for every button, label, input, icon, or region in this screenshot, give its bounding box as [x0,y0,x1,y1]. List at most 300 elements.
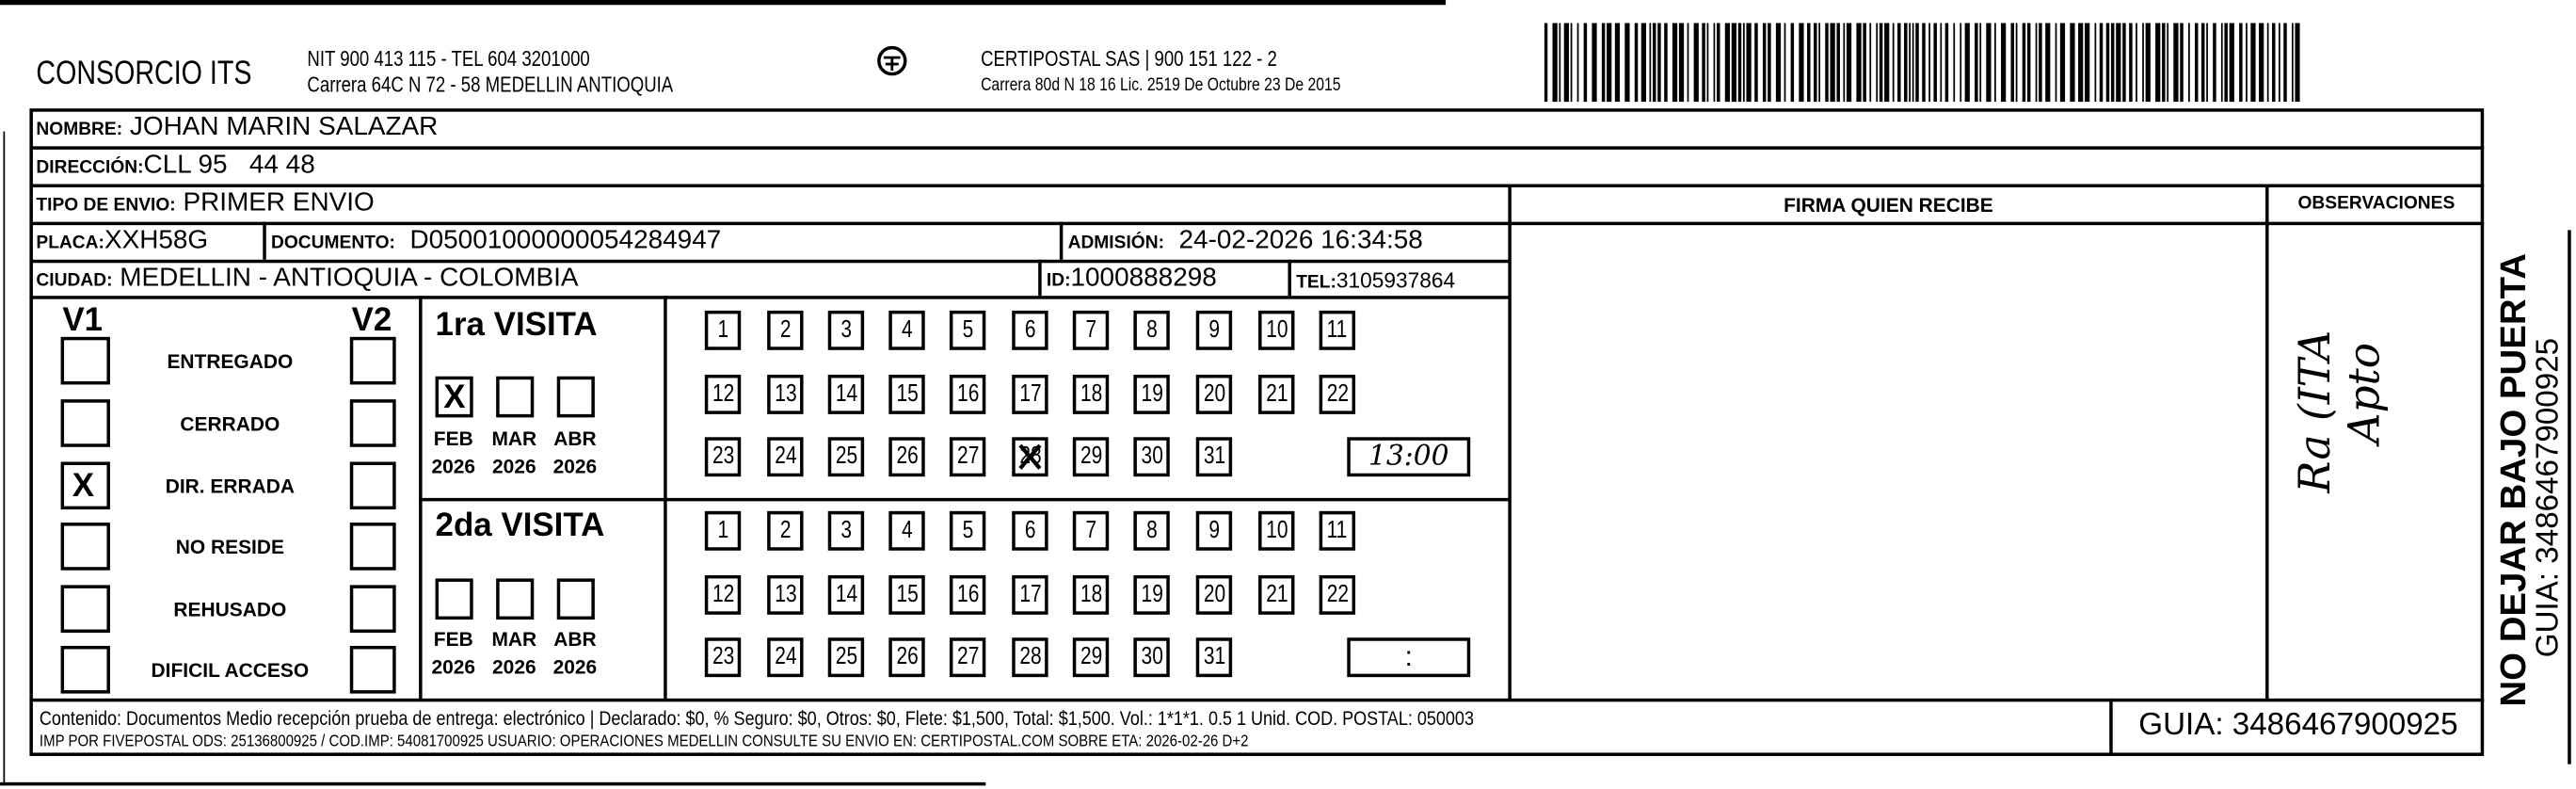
barcode-bar [2279,23,2280,102]
day-number: 28 [1018,442,1042,471]
tipo-envio-field [36,189,374,218]
barcode-bar [1791,23,1794,102]
divider [29,699,2484,701]
barcode-bar [1717,23,1720,102]
barcode-bar [1672,23,1677,102]
day-box-3[interactable] [828,511,864,551]
guia-number: GUIA: 3486467900925 [2138,708,2458,743]
x-mark-icon: X [443,379,466,416]
barcode-bar [1641,23,1646,102]
company-address: Carrera 64C N 72 - 58 MEDELLIN ANTIOQUIA [307,72,674,97]
day-number: 10 [1265,315,1288,344]
barcode-bar [1876,23,1878,102]
day-box-27[interactable] [950,437,985,476]
month-year: 2026 [492,655,536,679]
barcode-bar [1986,23,1991,102]
id-field [1047,265,1217,294]
handwritten-line: Apto [2341,342,2391,444]
tel-field [1296,266,1455,296]
day-box-17[interactable] [1012,374,1048,413]
barcode-bar [2129,23,2132,102]
v2-checkbox[interactable] [350,585,396,633]
day-number: 22 [1326,378,1349,408]
barcode-bar [2173,23,2178,102]
day-number: 4 [901,516,913,544]
day-number: 15 [895,579,919,607]
barcode-bar [1847,23,1851,102]
day-number: 8 [1145,516,1158,544]
v1-checkbox[interactable] [61,646,110,694]
day-box-16[interactable] [950,374,985,413]
divider [419,498,1510,501]
barcode-bar [2085,23,2089,102]
day-box-19[interactable] [1133,374,1169,413]
day-box-8[interactable] [1133,311,1169,350]
v2-label: V2 [351,302,392,339]
id-label: ID: [1046,271,1071,291]
divider [263,222,265,260]
tipo-envio-label: TIPO DE ENVIO: [36,195,176,216]
tel-value: 3105937864 [1336,267,1456,293]
v2-checkbox[interactable] [350,461,396,509]
day-box-8[interactable] [1133,511,1169,551]
barcode-bar [1664,23,1667,102]
day-number: 29 [1080,642,1102,671]
barcode-bar [1979,23,1981,102]
time-box[interactable] [1347,637,1470,677]
month-label [546,626,605,682]
day-number: 21 [1265,579,1288,607]
v2-checkbox[interactable] [350,523,396,571]
day-number: 9 [1208,516,1220,544]
day-number: 5 [962,516,973,544]
day-box-13[interactable] [767,574,803,614]
day-box-4[interactable] [888,311,924,350]
barcode-bar [1754,23,1757,102]
barcode-bar [2155,23,2160,102]
divider [2568,230,2570,764]
status-label-rehusado: REHUSADO [173,598,287,621]
scan-edge-top [0,0,1446,5]
month-name: MAR [491,427,537,451]
v1-label: V1 [62,302,104,339]
barcode-bar [2122,23,2125,102]
month-year: 2026 [431,455,476,478]
day-box-6[interactable] [1012,511,1048,551]
day-box-14[interactable] [828,374,864,413]
company-name: CONSORCIO ITS [36,56,252,92]
divider [1060,222,1063,260]
barcode-bar [2060,23,2065,102]
barcode-bar [1649,23,1651,102]
barcode-bar [2142,23,2144,102]
tel-label: TEL: [1296,272,1336,293]
barcode-bar [1552,23,1557,102]
day-box-12[interactable] [705,574,741,614]
barcode-bar [2295,23,2299,102]
barcode-bar [1615,23,1620,102]
barcode-bar [2180,23,2183,102]
day-number: 25 [835,642,857,671]
barcode-bar [1818,23,1820,102]
day-box-28[interactable] [1012,637,1048,677]
day-number: 3 [840,315,852,344]
day-number: 17 [1018,378,1042,408]
barcode-bar [1928,23,1930,102]
barcode-bar [2259,23,2264,102]
day-box-29[interactable] [1073,637,1109,677]
day-box-24[interactable] [767,437,803,476]
day-box-1[interactable] [705,511,741,551]
barcode-bar [1933,23,1936,102]
barcode-bar [1694,23,1699,102]
barcode-bar [2224,23,2227,102]
day-number: 2 [779,315,792,344]
day-number: 18 [1080,378,1102,408]
barcode-bar [2106,23,2109,102]
carrier-info [981,46,1419,99]
day-box-14[interactable] [828,574,864,614]
observaciones-handwritten [2292,280,2391,493]
day-box-25[interactable] [828,437,864,476]
barcode-bar [1912,23,1914,102]
barcode-bar [2111,23,2114,102]
day-number: 27 [956,442,979,471]
month-checkbox[interactable] [436,377,473,418]
day-box-11[interactable] [1320,511,1355,551]
divider [29,296,1510,298]
day-number: 4 [901,315,913,344]
footer-imp [40,733,1446,750]
day-box-15[interactable] [888,374,924,413]
day-box-30[interactable] [1133,437,1169,476]
day-box-17[interactable] [1012,574,1048,614]
day-number: 22 [1326,579,1349,607]
day-number: 19 [1140,378,1163,408]
month-label [485,626,544,682]
day-box-20[interactable] [1196,574,1232,614]
barcode-bar [1657,23,1660,102]
day-box-13[interactable] [767,374,803,413]
status-label-dir-errada: DIR. ERRADA [165,475,296,498]
day-box-5[interactable] [950,311,985,350]
day-number: 5 [962,315,973,344]
day-box-9[interactable] [1196,511,1232,551]
divider [1288,260,1290,296]
month-checkbox[interactable] [557,377,595,418]
month-name: FEB [433,427,473,451]
day-box-24[interactable] [767,637,803,677]
barcode-bar [1584,23,1587,102]
day-box-26[interactable] [888,437,924,476]
month-year: 2026 [552,655,598,679]
day-box-25[interactable] [828,637,864,677]
barcode-bar [2023,23,2025,102]
day-box-15[interactable] [888,574,924,614]
day-box-26[interactable] [888,637,924,677]
day-number: 1 [717,516,728,544]
v2-checkbox[interactable] [350,646,396,694]
day-number: 23 [712,442,734,471]
day-number: 21 [1265,378,1288,408]
barcode-bar [1763,23,1766,102]
barcode-bar [2146,23,2151,102]
barcode-bar [1544,23,1547,102]
barcode-bar [2250,23,2255,102]
barcode-bar [2188,23,2190,102]
tipo-envio-value: PRIMER ENVIO [183,188,375,217]
barcode-bar [1624,23,1629,102]
day-box-7[interactable] [1073,511,1109,551]
v1-checkbox[interactable] [61,461,110,509]
day-box-21[interactable] [1258,574,1294,614]
v1-checkbox[interactable] [61,337,110,385]
month-name: ABR [553,427,597,451]
barcode-bar [2136,23,2137,102]
day-box-28[interactable] [1012,437,1048,476]
barcode-bar [1909,23,1911,102]
day-box-10[interactable] [1258,311,1294,350]
barcode-bar [1863,23,1865,102]
carrier-address: Carrera 80d N 18 16 Lic. 2519 De Octubre 23 De 2015 [981,75,1341,96]
day-box-30[interactable] [1133,637,1169,677]
barcode-bar [2292,23,2294,102]
barcode-bar [2100,23,2103,102]
day-number: 19 [1140,579,1163,607]
day-number: 23 [712,642,734,671]
day-number: 29 [1080,442,1102,471]
month-label [424,626,483,682]
day-number: 7 [1085,516,1096,544]
barcode [1544,23,2300,102]
x-mark-icon: X [72,468,95,505]
month-checkbox[interactable] [436,578,473,620]
barcode-bar [1768,23,1770,102]
barcode-bar [1836,23,1839,102]
v2-checkbox[interactable] [350,337,396,385]
day-number: 8 [1145,315,1158,344]
barcode-bar [1915,23,1918,102]
day-box-22[interactable] [1320,374,1355,413]
side-guia: GUIA: 3486467900925 [2531,337,2567,658]
no-dejar-bajo-puerta: NO DEJAR BAJO PUERTA [2491,253,2534,707]
month-year: 2026 [492,455,536,478]
status-label-cerrado: CERRADO [180,412,280,436]
day-number: 6 [1024,516,1036,544]
day-box-9[interactable] [1196,311,1232,350]
day-box-10[interactable] [1258,511,1294,551]
day-box-12[interactable] [705,374,741,413]
firma-header: FIRMA QUIEN RECIBE [1784,193,1993,217]
barcode-bar [2001,23,2006,102]
day-box-1[interactable] [705,311,741,350]
certipostal-logo [855,42,930,87]
barcode-bar [1897,23,1900,102]
day-box-20[interactable] [1196,374,1232,413]
barcode-bar [1635,23,1638,102]
day-number: 11 [1326,315,1348,344]
barcode-bar [1732,23,1736,102]
day-box-11[interactable] [1320,311,1355,350]
day-number: 28 [1018,642,1042,671]
barcode-bar [2162,23,2165,102]
day-box-18[interactable] [1073,574,1109,614]
documento-label: DOCUMENTO: [271,233,395,253]
day-box-2[interactable] [767,511,803,551]
placa-field [36,227,208,256]
barcode-bar [1965,23,1970,102]
month-checkbox[interactable] [496,578,534,620]
barcode-bar [1653,23,1656,102]
month-name: FEB [433,627,473,652]
month-checkbox[interactable] [557,578,595,620]
month-label [546,426,605,481]
day-number: 10 [1265,516,1288,544]
barcode-bar [1592,23,1596,102]
barcode-bar [2230,23,2234,102]
barcode-bar [1602,23,1605,102]
day-box-7[interactable] [1073,311,1109,350]
barcode-bar [2206,23,2208,102]
day-number: 12 [712,378,734,408]
time-value: 13:00 [1368,440,1449,474]
barcode-bar [1743,23,1745,102]
barcode-bar [1725,23,1730,102]
divider [1038,260,1041,296]
barcode-bar [1825,23,1828,102]
barcode-bar [1799,23,1803,102]
day-number: 1 [717,315,728,344]
barcode-bar [1559,23,1560,102]
day-number: 20 [1203,378,1225,408]
day-box-5[interactable] [950,511,985,551]
barcode-bar [2201,23,2204,102]
barcode-bar [2272,23,2275,102]
month-label [424,426,483,481]
day-number: 24 [774,442,797,471]
barcode-bar [2221,23,2223,102]
scan-edge-left [3,132,5,786]
time-box[interactable] [1347,437,1470,476]
company-info [307,46,753,99]
barcode-bar [1776,23,1781,102]
barcode-bar [2283,23,2286,102]
barcode-bar [1843,23,1845,102]
day-box-31[interactable] [1196,437,1232,476]
day-box-2[interactable] [767,311,803,350]
barcode-bar [2010,23,2013,102]
barcode-bar [2045,23,2050,102]
barcode-bar [1922,23,1925,102]
day-number: 9 [1208,315,1220,344]
month-name: ABR [553,627,597,652]
barcode-bar [1884,23,1889,102]
logo-emblem-icon [875,42,908,78]
admision-label: ADMISIÓN: [1067,233,1164,253]
cross-mark-icon [1016,441,1045,474]
documento-field [271,227,721,256]
direccion-value: CLL 95 44 48 [143,151,315,180]
barcode-bar [1784,23,1786,102]
v1-checkbox[interactable] [61,523,110,571]
day-box-16[interactable] [950,574,985,614]
day-number: 30 [1140,642,1163,671]
day-number: 7 [1085,315,1096,344]
day-number: 26 [895,442,919,471]
barcode-bar [1738,23,1741,102]
day-box-27[interactable] [950,637,985,677]
day-number: 31 [1203,442,1225,471]
v2-checkbox[interactable] [350,399,396,447]
barcode-bar [1880,23,1882,102]
day-box-19[interactable] [1133,574,1169,614]
barcode-bar [1945,23,1948,102]
barcode-bar [1714,23,1716,102]
divider [29,146,2484,149]
barcode-bar [1807,23,1810,102]
day-box-23[interactable] [705,637,741,677]
month-checkbox[interactable] [496,377,534,418]
day-number: 16 [956,579,979,607]
day-number: 14 [835,378,857,408]
placa-value: XXH58G [104,226,209,255]
v1-checkbox[interactable] [61,585,110,633]
day-box-21[interactable] [1258,374,1294,413]
barcode-bar [1940,23,1942,102]
barcode-bar [2027,23,2030,102]
barcode-bar [1564,23,1569,102]
day-number: 16 [956,378,979,408]
day-number: 6 [1024,315,1036,344]
barcode-bar [2095,23,2097,102]
ciudad-field [36,265,578,294]
barcode-bar [2036,23,2038,102]
nombre-value: JOHAN MARIN SALAZAR [129,113,439,142]
day-box-3[interactable] [828,311,864,350]
signature-area[interactable] [1512,225,2265,699]
day-box-6[interactable] [1012,311,1048,350]
day-box-22[interactable] [1320,574,1355,614]
admision-field [1068,227,1423,256]
day-box-23[interactable] [705,437,741,476]
carrier-name: CERTIPOSTAL SAS | 900 151 122 - 2 [981,45,1277,72]
v1-checkbox[interactable] [61,399,110,447]
barcode-bar [1688,23,1689,102]
barcode-bar [1830,23,1834,102]
barcode-bar [2016,23,2018,102]
day-number: 30 [1140,442,1163,471]
day-box-4[interactable] [888,511,924,551]
day-number: 25 [835,442,857,471]
direccion-field [36,152,314,181]
status-label-dificil-acceso: DIFICIL ACCESO [151,658,310,683]
time-value: : [1404,640,1413,672]
barcode-bar [1814,23,1816,102]
barcode-bar [2056,23,2057,102]
day-box-29[interactable] [1073,437,1109,476]
nombre-field [36,113,438,142]
barcode-bar [1869,23,1871,102]
day-box-31[interactable] [1196,637,1232,677]
footer-line-1: Contenido: Documentos Medio recepción prueba de entrega: electrónico | Declarado: $0, % Seguro: $0, Otros: $0, Flete: $1,500, Total: $1,500. Vol.: 1*1*1. 0.5 1 Unid. COD. POSTAL: 050003 [39,706,1474,731]
month-name: MAR [491,627,537,652]
day-number: 3 [840,516,852,544]
side-warning [2491,253,2567,707]
barcode-bar [2195,23,2198,102]
barcode-bar [1975,23,1977,102]
day-box-18[interactable] [1073,374,1109,413]
handwritten-line: Ra (ITA [2291,330,2342,493]
